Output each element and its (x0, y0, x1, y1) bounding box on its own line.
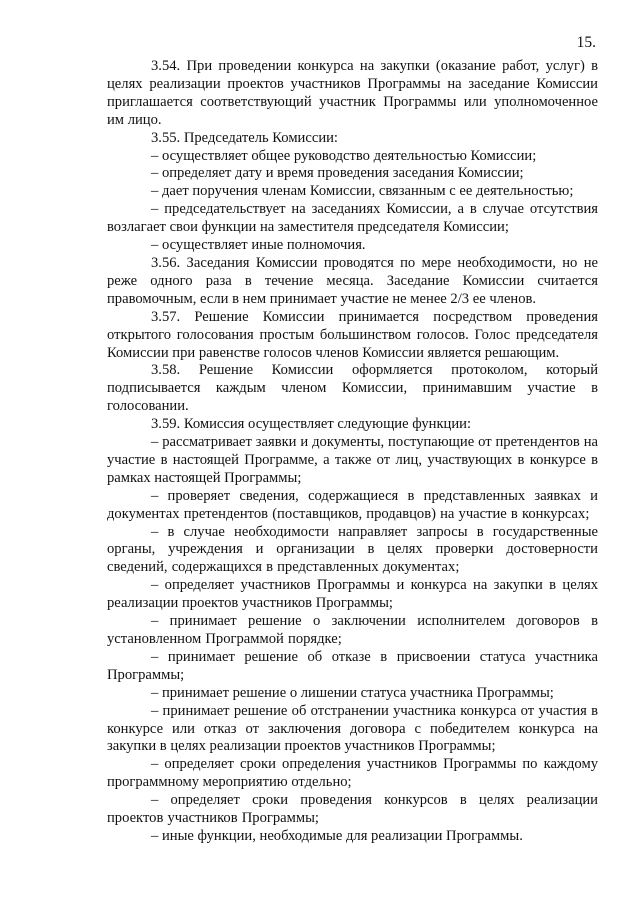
commission-function-item: – принимает решение об отказе в присвоении статуса участника Программы; (107, 648, 598, 683)
document-body (107, 58, 598, 846)
commission-function-item: – принимает решение об отстранении участника конкурса от участия в конкурсе или отказ от заключения договора с победителем конкурса на закупки в целях реализации проектов участников Программы; (107, 702, 598, 755)
paragraph-3-59: 3.59. Комиссия осуществляет следующие функции: (151, 416, 472, 433)
chairman-duty-item: – председательствует на заседаниях Комиссии, а в случае отсутствия возлагает свои функции на заместителя председателя Комиссии; (107, 201, 598, 236)
commission-function-item: – определяет участников Программы и конкурса на закупки в целях реализации проектов участников Программы; (107, 577, 598, 612)
chairman-duty-item: – осуществляет общее руководство деятельностью Комиссии; (151, 147, 537, 164)
paragraph-3-58: 3.58. Решение Комиссии оформляется протоколом, который подписывается каждым членом Комиссии, принимавшим участие в голосовании. (107, 362, 598, 415)
page-number: 15. (576, 34, 596, 51)
commission-function-item: – проверяет сведения, содержащиеся в представленных заявках и документах претендентов (поставщиков, продавцов) на участие в конкурсах; (107, 487, 598, 522)
paragraph-3-57: 3.57. Решение Комиссии принимается посредством проведения открытого голосования простым большинством голосов. Голос председателя Комиссии при равенстве голосов членов Комиссии является решающим. (107, 308, 598, 361)
chairman-duty-item: – определяет дату и время проведения заседания Комиссии; (151, 165, 524, 182)
commission-function-item: – рассматривает заявки и документы, поступающие от претендентов на участие в настоящей Программе, а также от лиц, участвующих в конкурсе в рамках настоящей Программы; (107, 434, 598, 486)
commission-function-item: – иные функции, необходимые для реализации Программы. (151, 827, 523, 844)
paragraph-3-55: 3.55. Председатель Комиссии: (151, 129, 338, 146)
commission-function-item: – определяет сроки определения участников Программы по каждому программному мероприятию отдельно; (107, 756, 598, 791)
paragraph-3-54: 3.54. При проведении конкурса на закупки (оказание работ, услуг) в целях реализации проектов участников Программы на заседание Комиссии приглашается соответствующий участник Программы или уполномоченное им лицо. (107, 58, 598, 128)
paragraph-3-56: 3.56. Заседания Комиссии проводятся по мере необходимости, но не реже одного раза в течение месяца. Заседание Комиссии считается правомочным, если в нем принимает участие не менее 2/3 ее членов. (107, 254, 598, 307)
chairman-duty-item: – дает поручения членам Комиссии, связанным с ее деятельностью; (151, 183, 574, 200)
commission-function-item: – определяет сроки проведения конкурсов в целях реализации проектов участников Программы; (107, 792, 598, 827)
chairman-duty-item: – осуществляет иные полномочия. (151, 237, 366, 254)
commission-function-item: – принимает решение о лишении статуса участника Программы; (151, 684, 554, 701)
commission-function-item: – принимает решение о заключении исполнителем договоров в установленном Программой порядке; (107, 613, 598, 647)
commission-function-item: – в случае необходимости направляет запросы в государственные органы, учреждения и организации в целях проверки достоверности сведений, содержащихся в представленных документах; (107, 523, 598, 576)
